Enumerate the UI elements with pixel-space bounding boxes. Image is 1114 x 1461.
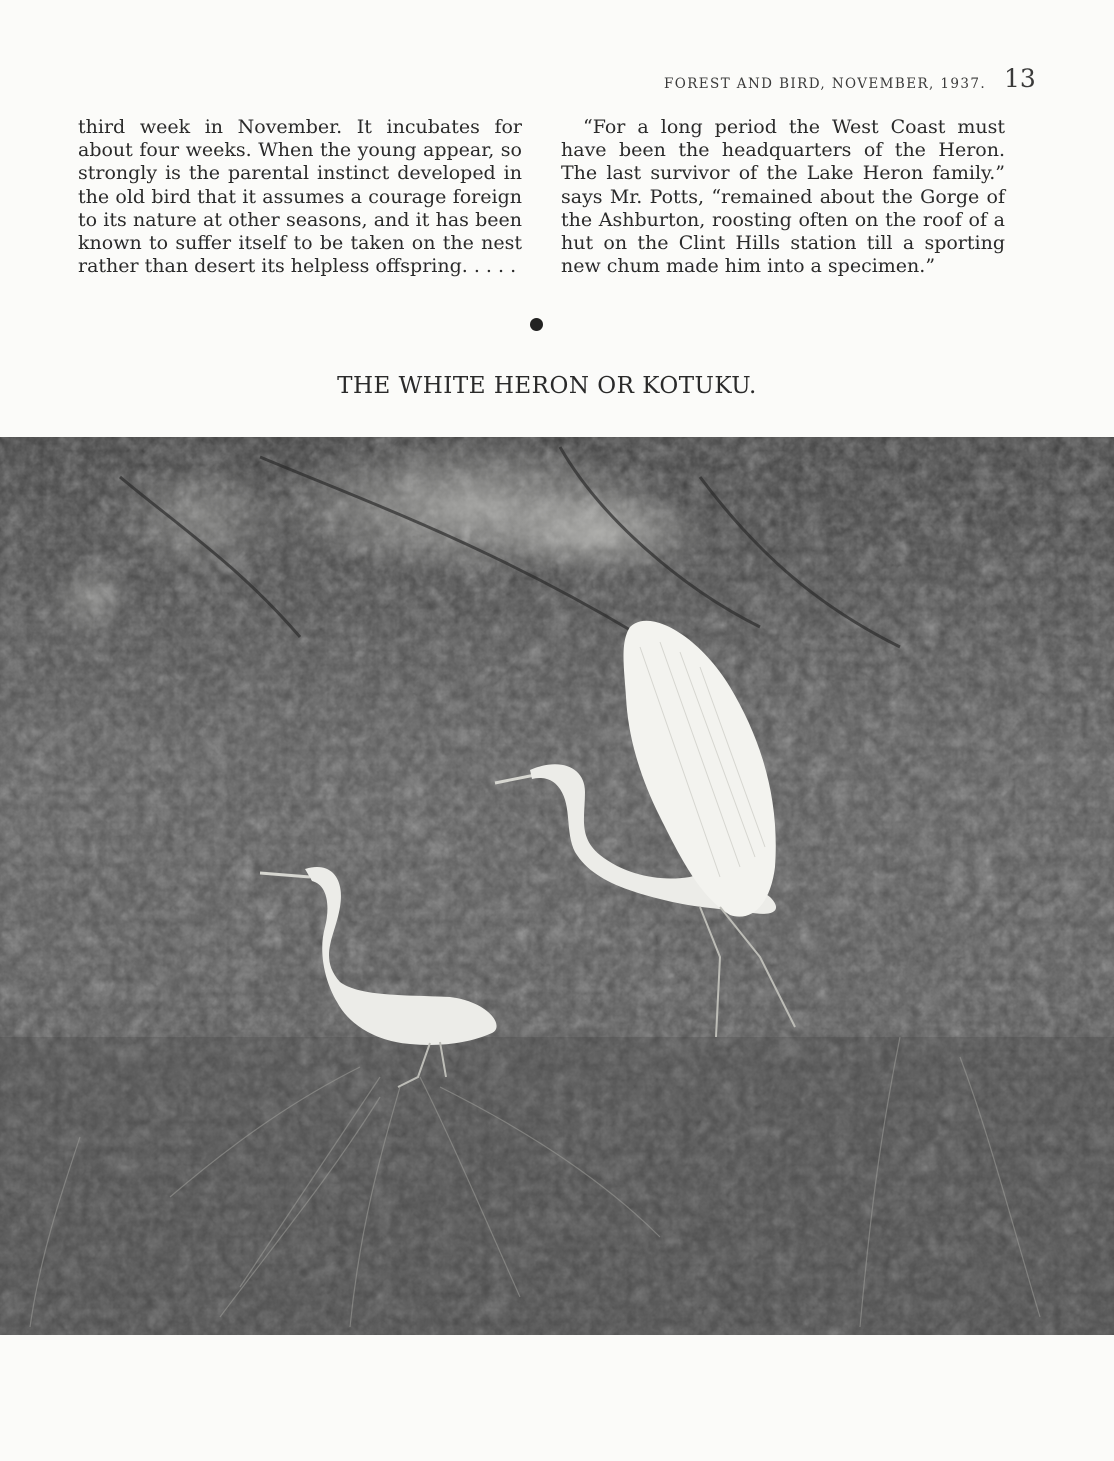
page-header — [0, 62, 1114, 102]
left-column-text: third week in November. It incubates for about four weeks. When the young appear, so strongly is the parental instinct developed in the old bird that it assumes a courage foreign to its nature at other seasons, and it has been known to suffer itself to be taken on the nest rather than desert its helpless offspring. . . . . — [78, 116, 522, 278]
right-column-text: “For a long period the West Coast must have been the headquarters of the Heron. The last survivor of the Lake Heron family.” says Mr. Potts, “remained about the Gorge of the Ashburton, roosting often on the roof of a hut on the Clint Hills station till a sporting new chum made him into a specimen.” — [561, 116, 1005, 278]
section-divider-bullet — [530, 318, 543, 331]
figure-caption: THE WHITE HERON OR KOTUKU. — [337, 373, 757, 399]
page-number: 13 — [1004, 64, 1036, 93]
running-head: FOREST AND BIRD, NOVEMBER, 1937. — [664, 76, 987, 92]
article-column-left — [78, 116, 522, 278]
heron-photograph — [0, 437, 1114, 1335]
article-column-right — [561, 116, 1005, 278]
